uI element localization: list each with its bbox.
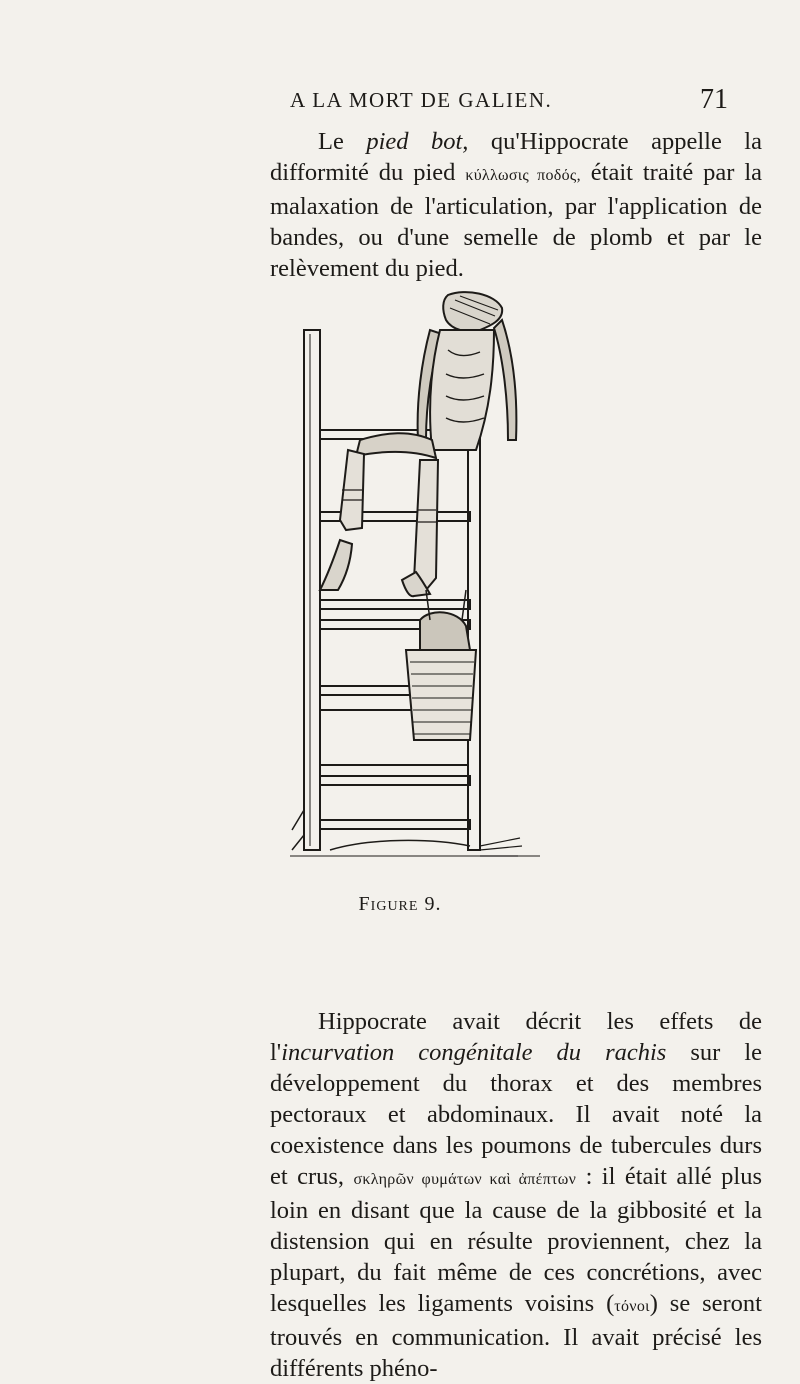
greek-term: κύλλωσις ποδός, xyxy=(465,167,581,184)
page-number: 71 xyxy=(700,84,728,115)
paragraph-text: : il était allé plus loin en disant que la cause de la gibbosité et la distension qui en résulte proviennent, chez la plupart, du fait même de ces concrétions, avec lesquelles les ligaments voisins ( xyxy=(270,1163,763,1317)
paragraph-text: sur le développement du thorax et des membres pectoraux et abdominaux. Il avait noté la coexistence dans les poumons de tubercules durs et crus, xyxy=(270,1039,763,1190)
weight-basket xyxy=(406,590,476,740)
term-incurvation: incurvation congénitale du rachis xyxy=(281,1039,667,1066)
paragraph-text: était traité par la malaxation de l'articulation, par l'application de bandes, ou d'une semelle de plomb et par le relèvement du pied. xyxy=(270,159,763,282)
paragraph-incurvation xyxy=(270,1006,762,1384)
greek-phrase: σκληρῶν φυμάτων καὶ ἀπέπτων xyxy=(353,1171,577,1188)
figure-ladder-illustration xyxy=(290,290,560,880)
running-title: A LA MORT DE GALIEN. xyxy=(290,88,553,112)
lead-word: Le xyxy=(318,128,367,155)
term-pied-bot: pied bot, xyxy=(366,128,469,155)
running-head xyxy=(0,84,800,114)
caption-word: Figure xyxy=(358,893,419,915)
ladder-left-rail xyxy=(304,330,320,850)
suspended-figure xyxy=(320,292,516,596)
figure-caption xyxy=(0,893,800,916)
paragraph-text: Hippocrate avait décrit les effets de l' xyxy=(270,1008,762,1066)
paragraph-text: qu'Hippocrate appelle la difformité du pied xyxy=(270,128,762,186)
paragraph-text: ) se seront trouvés en communication. Il avait précisé les différents phéno- xyxy=(270,1290,762,1382)
greek-word: τόνοι xyxy=(614,1298,650,1315)
paragraph-pied-bot xyxy=(270,126,762,284)
caption-number: 9. xyxy=(424,893,442,915)
